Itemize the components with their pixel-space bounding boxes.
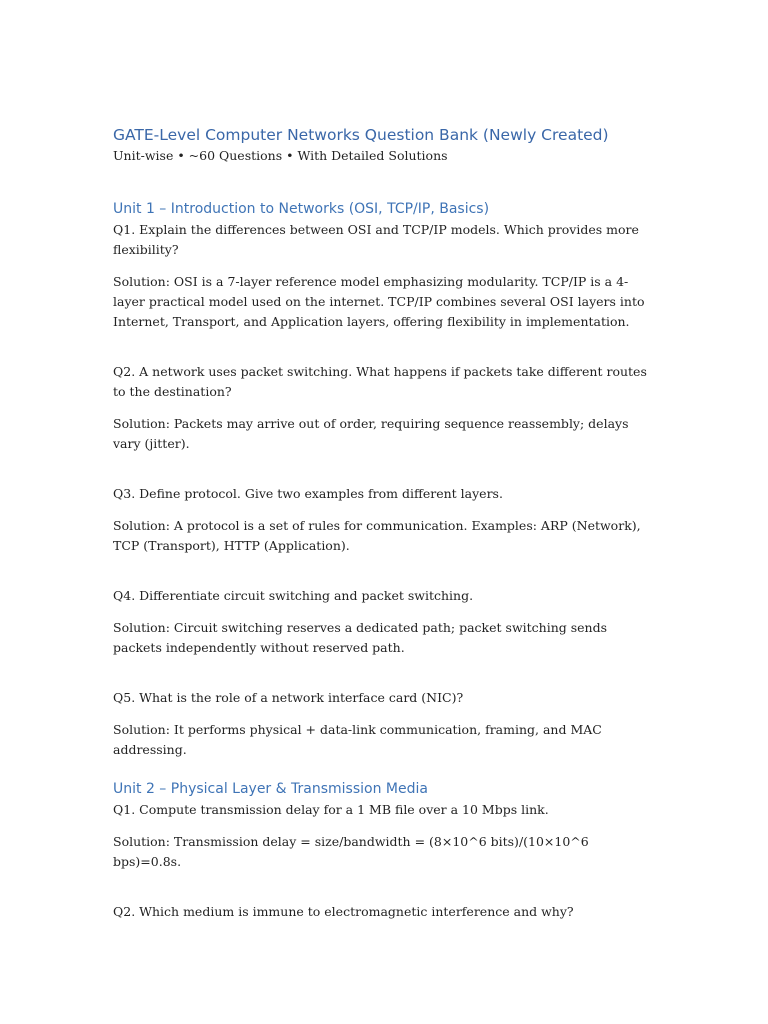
- question-block: [113, 800, 653, 872]
- document-subtitle: Unit-wise • ~60 Questions • With Detailed Solutions: [113, 148, 448, 163]
- question-text: Q3. Define protocol. Give two examples from different layers.: [113, 486, 503, 501]
- question-text: Q1. Explain the differences between OSI and TCP/IP models. Which provides more flexibility?: [113, 222, 639, 257]
- question-block: [113, 688, 653, 760]
- solution-text: Solution: It performs physical + data-link communication, framing, and MAC addressing.: [113, 722, 602, 757]
- unit-heading: Unit 1 – Introduction to Networks (OSI, TCP/IP, Basics): [113, 201, 490, 217]
- question-text: Q4. Differentiate circuit switching and packet switching.: [113, 588, 474, 603]
- solution-text: Solution: A protocol is a set of rules for communication. Examples: ARP (Network), TCP (Transport), HTTP (Application).: [113, 518, 641, 553]
- document-content: [113, 124, 653, 952]
- solution-text: Solution: Packets may arrive out of order, requiring sequence reassembly; delays vary (jitter).: [113, 416, 629, 451]
- document-title: GATE-Level Computer Networks Question Bank (Newly Created): [113, 126, 609, 144]
- question-block: [113, 484, 653, 556]
- question-text: Q2. Which medium is immune to electromagnetic interference and why?: [113, 904, 574, 919]
- unit-heading: Unit 2 – Physical Layer & Transmission Media: [113, 781, 428, 797]
- question-text: Q1. Compute transmission delay for a 1 MB file over a 10 Mbps link.: [113, 802, 549, 817]
- solution-text: Solution: Circuit switching reserves a dedicated path; packet switching sends packets independently without reserved path.: [113, 620, 608, 655]
- question-block: [113, 220, 653, 332]
- question-block: [113, 362, 653, 454]
- solution-text: Solution: OSI is a 7-layer reference model emphasizing modularity. TCP/IP is a 4-layer practical model used on the internet. TCP/IP combines several OSI layers into Internet, Transport, and Application layers, offering flexibility in implementation.: [113, 274, 645, 329]
- question-text: Q2. A network uses packet switching. What happens if packets take different routes to the destination?: [113, 364, 647, 399]
- question-block: [113, 586, 653, 658]
- question-block: [113, 902, 653, 922]
- solution-text: Solution: Transmission delay = size/bandwidth = (8×10^6 bits)/(10×10^6 bps)=0.8s.: [113, 834, 589, 869]
- question-text: Q5. What is the role of a network interface card (NIC)?: [113, 690, 464, 705]
